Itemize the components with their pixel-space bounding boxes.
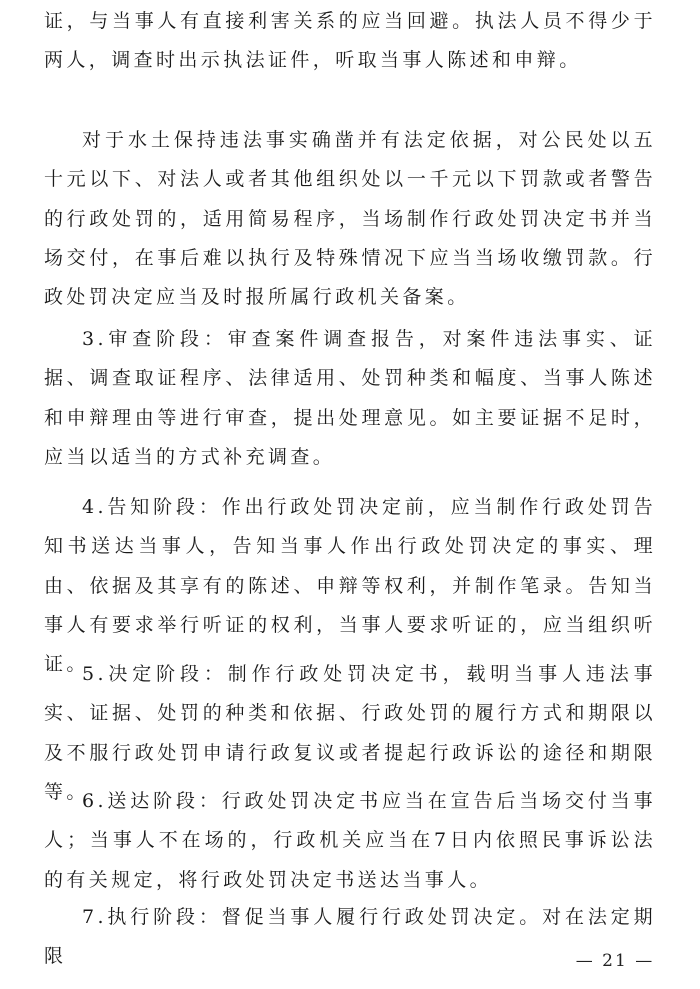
- paragraph-2: 对于水土保持违法事实确凿并有法定依据，对公民处以五十元以下、对法人或者其他组织处以一千元以下罚款或者警告的行政处罚的，适用简易程序，当场制作行政处罚决定书并当场交付，在事后难以执行及特殊情况下应当当场收缴罚款。行政处罚决定应当及时报所属行政机关备案。: [44, 129, 656, 309]
- paragraph-delivery-stage: 6.送达阶段：行政处罚决定书应当在宣告后当场交付当事人；当事人不在场的，行政机关应当在7日内依照民事诉讼法的有关规定，将行政处罚决定书送达当事人。: [44, 790, 656, 891]
- page-number: — 21 —: [575, 951, 655, 971]
- paragraph-1: 证，与当事人有直接利害关系的应当回避。执法人员不得少于两人，调查时出示执法证件，听取当事人陈述和申辩。: [44, 10, 656, 72]
- paragraph-review-stage: 3.审查阶段：审查案件调查报告，对案件违法事实、证据、调查取证程序、法律适用、处罚种类和幅度、当事人陈述和申辩理由等进行审查，提出处理意见。如主要证据不足时，应当以适当的方式补充调查。: [44, 328, 656, 468]
- paragraph-notification-stage: 4.告知阶段：作出行政处罚决定前，应当制作行政处罚告知书送达当事人，告知当事人作出行政处罚决定的事实、理由、依据及其享有的陈述、申辩等权利，并制作笔录。告知当事人有要求举行听证的权利，当事人要求听证的，应当组织听证。: [44, 496, 656, 676]
- paragraph-execution-stage: 7.执行阶段：督促当事人履行行政处罚决定。对在法定期限: [44, 906, 656, 968]
- paragraph-decision-stage: 5.决定阶段：制作行政处罚决定书，载明当事人违法事实、证据、处罚的种类和依据、行政处罚的履行方式和期限以及不服行政处罚申请行政复议或者提起行政诉讼的途径和期限等。: [44, 663, 656, 803]
